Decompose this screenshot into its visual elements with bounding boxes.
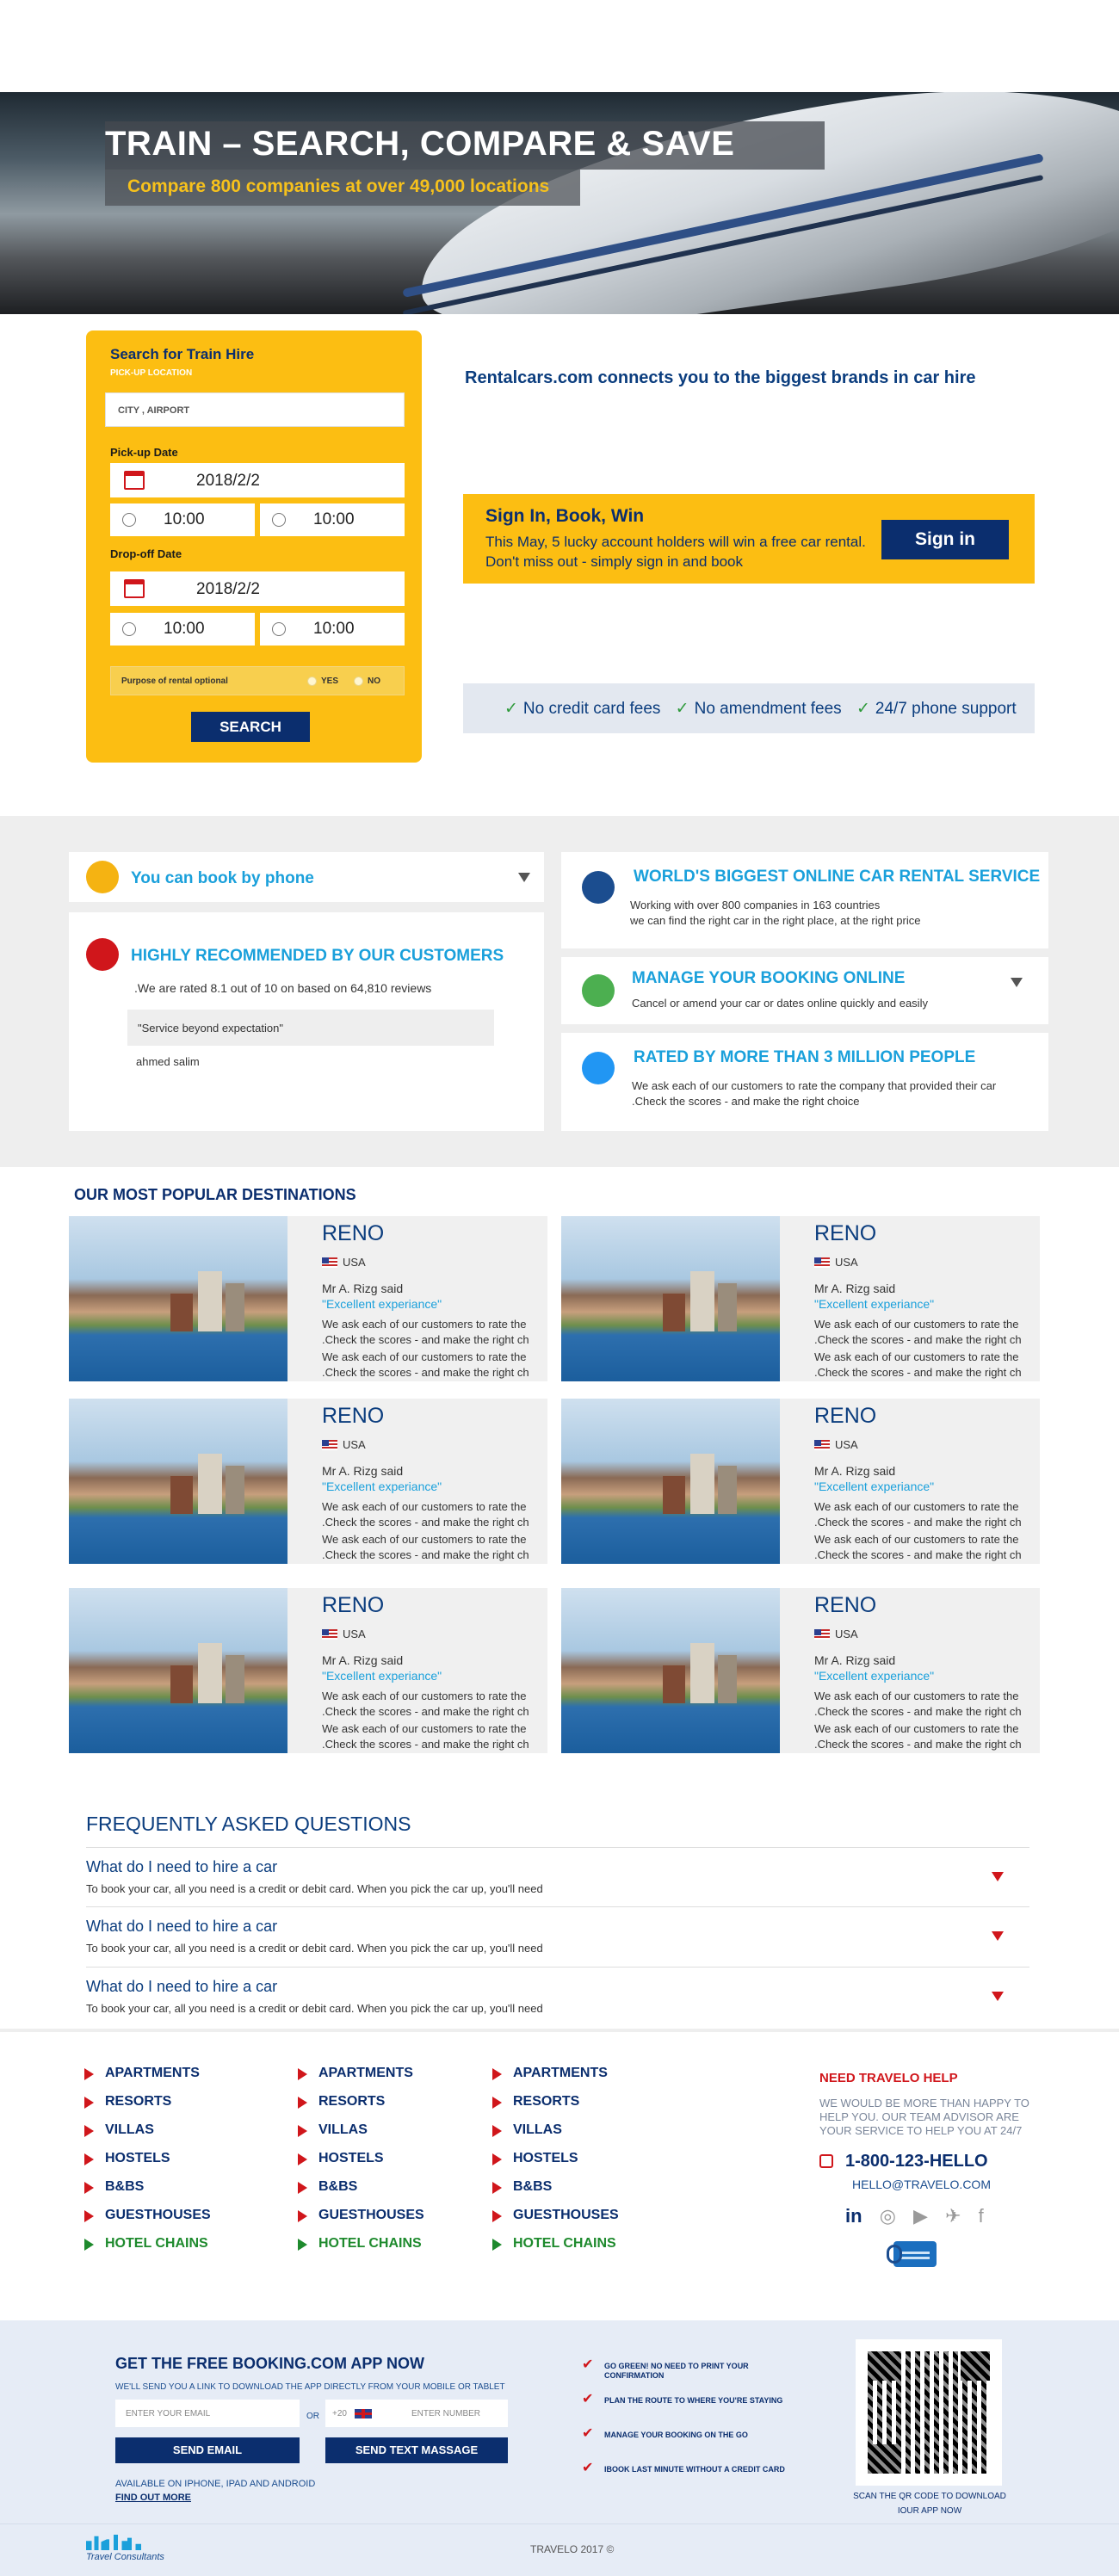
biggest-service-line2: we can find the right car in the right place, at the right price	[630, 914, 921, 927]
footer-link-hotel-chains[interactable]: HOTEL CHAINS	[79, 2236, 211, 2264]
destination-photo	[69, 1216, 287, 1381]
app-feature-item: ✔ PLAN THE ROUTE TO WHERE YOU'RE STAYING	[582, 2396, 797, 2431]
signin-button[interactable]: Sign in	[881, 520, 1009, 559]
destination-card[interactable]	[69, 1216, 547, 1381]
review-line: .Check the scores - and make the right ch	[322, 1333, 529, 1346]
app-features-list	[582, 2362, 797, 2499]
footer-link-villas[interactable]: VILLAS	[293, 2122, 424, 2151]
review-line: .Check the scores - and make the right ch	[322, 1516, 529, 1529]
faq-item[interactable]	[86, 1906, 1029, 1965]
footer-link-hotel-chains[interactable]: HOTEL CHAINS	[293, 2236, 424, 2264]
reviewer-name: Mr A. Rizg said	[322, 1464, 404, 1478]
footer-link-apartments[interactable]: APARTMENTS	[79, 2066, 211, 2094]
faq-item[interactable]	[86, 1847, 1029, 1906]
reviewer-name: Mr A. Rizg said	[814, 1653, 896, 1667]
destination-country: USA	[835, 1256, 858, 1269]
destination-city: RENO	[322, 1404, 385, 1428]
facebook-icon[interactable]: f	[978, 2205, 984, 2227]
calendar-icon	[124, 471, 145, 490]
usa-flag-icon	[322, 1257, 337, 1268]
send-email-button[interactable]: SEND EMAIL	[115, 2437, 300, 2463]
biggest-service-heading: WORLD'S BIGGEST ONLINE CAR RENTAL SERVICE	[634, 868, 1041, 886]
destination-city: RENO	[322, 1221, 385, 1245]
clock-icon	[122, 622, 136, 636]
help-phone[interactable]	[819, 2152, 988, 2171]
review-line: .Check the scores - and make the right ch	[814, 1366, 1022, 1379]
signin-promo-heading: Sign In, Book, Win	[485, 506, 645, 526]
destination-photo	[69, 1399, 287, 1564]
rated-line1: We ask each of our customers to rate the company that provided their car	[632, 1079, 997, 1092]
usa-flag-icon	[814, 1257, 830, 1268]
rated-card	[561, 1033, 1048, 1131]
dropoff-time-value: 10:00	[313, 620, 355, 638]
phone-number-placeholder: ENTER NUMBER	[411, 2409, 481, 2418]
destination-country: USA	[343, 1256, 366, 1269]
manage-booking-text: Cancel or amend your car or dates online quickly and easily	[632, 997, 928, 1010]
section-divider	[0, 2029, 1119, 2032]
footer-links-col2	[293, 2066, 424, 2264]
calendar-icon	[582, 974, 615, 1007]
destination-card[interactable]	[561, 1588, 1040, 1753]
youtube-icon[interactable]: ▶	[913, 2205, 928, 2227]
review-line: .Check the scores - and make the right ch	[322, 1738, 529, 1751]
help-heading: NEED TRAVELO HELP	[819, 2071, 958, 2085]
dropoff-date-input[interactable]	[110, 571, 405, 606]
send-text-button[interactable]: SEND TEXT MASSAGE	[325, 2437, 508, 2463]
manage-booking-heading: MANAGE YOUR BOOKING ONLINE	[632, 969, 906, 987]
clock-icon	[272, 622, 286, 636]
or-label: OR	[306, 2412, 319, 2421]
footer-links-col1	[79, 2066, 211, 2264]
check-icon: ✓	[504, 700, 518, 718]
help-email-link[interactable]: HELLO@TRAVELO.COM	[852, 2178, 991, 2191]
reviewer-name: Mr A. Rizg said	[814, 1282, 896, 1295]
usa-flag-icon	[322, 1440, 337, 1450]
destination-city: RENO	[814, 1404, 877, 1428]
find-out-more-link[interactable]: FIND OUT MORE	[115, 2493, 191, 2503]
search-panel-title: Search for Train Hire	[110, 346, 255, 362]
app-heading: GET THE FREE BOOKING.COM APP NOW	[115, 2355, 425, 2372]
pickup-time-value: 10:00	[164, 510, 205, 528]
review-line: We ask each of our customers to rate the	[322, 1318, 527, 1331]
footer-link-apartments[interactable]: APARTMENTS	[293, 2066, 424, 2094]
search-panel	[86, 330, 422, 763]
calendar-icon	[124, 579, 145, 598]
dropoff-time-input[interactable]	[110, 613, 255, 646]
footer-link-villas[interactable]: VILLAS	[487, 2122, 619, 2151]
faq-question: What do I need to hire a car	[86, 1858, 278, 1875]
clock-icon	[272, 513, 286, 527]
review-line: We ask each of our customers to rate the	[322, 1500, 527, 1513]
review-line: We ask each of our customers to rate the	[814, 1318, 1019, 1331]
travel-consultants-logo[interactable]	[84, 2533, 179, 2562]
purpose-no-radio[interactable]	[354, 676, 363, 686]
faq-title: FREQUENTLY ASKED QUESTIONS	[86, 1813, 411, 1835]
footer-link-bnbs[interactable]: B&BS	[79, 2179, 211, 2208]
social-links	[845, 2205, 996, 2227]
globe-icon	[582, 871, 615, 904]
twitter-icon[interactable]: ✈	[945, 2205, 961, 2227]
connect-text: Rentalcars.com connects you to the biggest brands in car hire	[465, 368, 976, 387]
usa-flag-icon	[814, 1440, 830, 1450]
search-button[interactable]: SEARCH	[191, 712, 310, 742]
review-line: We ask each of our customers to rate the	[322, 1722, 527, 1735]
footer-link-resorts[interactable]: RESORTS	[79, 2094, 211, 2122]
chevron-down-icon	[992, 1872, 1004, 1881]
phone-icon	[86, 861, 119, 893]
review-line: .Check the scores - and make the right ch	[814, 1738, 1022, 1751]
reviewer-name: ahmed salim	[136, 1055, 200, 1068]
review-line: .Check the scores - and make the right ch	[814, 1333, 1022, 1346]
review-line: .Check the scores - and make the right ch	[814, 1516, 1022, 1529]
footer-link-bnbs[interactable]: B&BS	[487, 2179, 619, 2208]
secure-payment-icon	[881, 2236, 938, 2270]
rated-line2: .Check the scores - and make the right choice	[632, 1095, 860, 1108]
review-line: We ask each of our customers to rate the	[814, 1722, 1019, 1735]
faq-answer: To book your car, all you need is a credit or debit card. When you pick the car up, you'll need	[86, 1882, 543, 1895]
biggest-service-card	[561, 852, 1048, 948]
destination-card[interactable]	[69, 1588, 547, 1753]
linkedin-icon[interactable]: in	[845, 2205, 862, 2227]
reviewer-name: Mr A. Rizg said	[322, 1282, 404, 1295]
rated-heading: RATED BY MORE THAN 3 MILLION PEOPLE	[634, 1048, 976, 1066]
review-line: We ask each of our customers to rate the	[322, 1350, 527, 1363]
footer-links-col3	[487, 2066, 619, 2264]
pickup-time-value: 10:00	[313, 510, 355, 528]
destination-city: RENO	[322, 1593, 385, 1617]
destination-photo	[69, 1588, 287, 1753]
qr-code	[856, 2339, 1002, 2486]
footer-link-apartments[interactable]: APARTMENTS	[487, 2066, 619, 2094]
country-code[interactable]: +20	[332, 2409, 347, 2418]
dropoff-date-label: Drop-off Date	[110, 547, 182, 560]
perk-no-card-fees: No credit card fees	[522, 700, 661, 718]
footer-link-villas[interactable]: VILLAS	[79, 2122, 211, 2151]
app-feature-item: ✔ GO GREEN! NO NEED TO PRINT YOUR CONFIRMATION	[582, 2362, 797, 2396]
app-phone-input[interactable]	[325, 2400, 508, 2427]
review-line: .Check the scores - and make the right ch	[814, 1705, 1022, 1718]
review-line: We ask each of our customers to rate the	[814, 1350, 1019, 1363]
pickup-date-value: 2018/2/2	[196, 472, 260, 490]
app-download-section	[0, 2320, 1119, 2523]
destination-card[interactable]	[69, 1399, 547, 1564]
footer-link-bnbs[interactable]: B&BS	[293, 2179, 424, 2208]
book-by-phone-label: You can book by phone	[131, 869, 314, 887]
pickup-return-time-input[interactable]	[260, 503, 405, 536]
footer-link-hotel-chains[interactable]: HOTEL CHAINS	[487, 2236, 619, 2264]
star-icon	[582, 1052, 615, 1084]
footer-link-guesthouses[interactable]: GUESTHOUSES	[487, 2208, 619, 2236]
destination-country: USA	[343, 1628, 366, 1640]
check-icon: ✓	[856, 700, 870, 718]
chevron-down-icon	[518, 873, 530, 882]
pickup-date-label: Pick-up Date	[110, 446, 178, 459]
pickup-location-label: PICK-UP LOCATION	[110, 368, 193, 378]
rating-text: .We are rated 8.1 out of 10 on based on 64,810 reviews	[134, 981, 432, 995]
phone-icon	[819, 2154, 833, 2168]
purpose-yes-radio[interactable]	[307, 676, 317, 686]
destination-country: USA	[835, 1438, 858, 1451]
review-quote: "Service beyond expectation"	[127, 1010, 494, 1046]
review-quote: "Excellent experiance"	[814, 1480, 935, 1493]
uk-flag-icon	[355, 2409, 372, 2418]
recommended-heading: HIGHLY RECOMMENDED BY OUR CUSTOMERS	[131, 947, 504, 965]
review-line: .Check the scores - and make the right ch	[322, 1366, 529, 1379]
review-line: We ask each of our customers to rate the	[322, 1533, 527, 1546]
dropoff-return-time-input[interactable]	[260, 613, 405, 646]
dropoff-time-value: 10:00	[164, 620, 205, 638]
review-line: We ask each of our customers to rate the	[322, 1690, 527, 1702]
purpose-no-label: NO	[368, 676, 380, 686]
review-line: We ask each of our customers to rate the	[814, 1690, 1019, 1702]
faq-question: What do I need to hire a car	[86, 1978, 278, 1995]
faq-answer: To book your car, all you need is a credit or debit card. When you pick the car up, you'll need	[86, 2002, 543, 2015]
hero-title: TRAIN – SEARCH, COMPARE & SAVE	[105, 125, 735, 163]
app-email-input[interactable]: ENTER YOUR EMAIL	[115, 2400, 300, 2427]
footer-link-resorts[interactable]: RESORTS	[293, 2094, 424, 2122]
available-platforms: AVAILABLE ON IPHONE, IPAD AND ANDROID	[115, 2479, 316, 2489]
destination-photo	[561, 1588, 780, 1753]
app-subheading: WE'LL SEND YOU A LINK TO DOWNLOAD THE APP DIRECTLY FROM YOUR MOBILE OR TABLET	[115, 2382, 505, 2392]
footer-link-hostels[interactable]: HOSTELS	[79, 2151, 211, 2179]
perks-bar	[463, 683, 1035, 733]
chevron-down-icon	[992, 1931, 1004, 1941]
footer-link-hostels[interactable]: HOSTELS	[293, 2151, 424, 2179]
help-phone-number: 1-800-123-HELLO	[845, 2152, 988, 2171]
hero-subtitle: Compare 800 companies at over 49,000 locations	[127, 176, 550, 196]
destination-card[interactable]	[561, 1216, 1040, 1381]
clock-icon	[122, 513, 136, 527]
rental-purpose-label: Purpose of rental optional	[121, 676, 228, 686]
review-quote: "Excellent experiance"	[814, 1297, 935, 1311]
purpose-yes-label: YES	[321, 676, 339, 686]
skyline-icon	[86, 2535, 155, 2550]
help-text: WE WOULD BE MORE THAN HAPPY TO HELP YOU. OUR TEAM ADVISOR ARE YOUR SERVICE TO HELP YOU AT 24/7	[819, 2097, 1029, 2137]
qr-caption	[852, 2489, 1007, 2518]
signin-promo	[463, 494, 1035, 584]
copyright-text: TRAVELO 2017 ©	[530, 2543, 615, 2555]
chevron-down-icon	[1011, 978, 1023, 987]
faq-item[interactable]	[86, 1967, 1029, 2025]
destination-photo	[561, 1216, 780, 1381]
perk-no-amendment-fees: No amendment fees	[694, 700, 842, 718]
faq-question: What do I need to hire a car	[86, 1918, 278, 1935]
usa-flag-icon	[322, 1629, 337, 1640]
biggest-service-line1: Working with over 800 companies in 163 countries	[630, 899, 881, 911]
destination-photo	[561, 1399, 780, 1564]
reviewer-name: Mr A. Rizg said	[814, 1464, 896, 1478]
pickup-time-input[interactable]	[110, 503, 255, 536]
destination-country: USA	[835, 1628, 858, 1640]
logo-text: Travel Consultants	[86, 2552, 164, 2562]
footer-link-guesthouses[interactable]: GUESTHOUSES	[293, 2208, 424, 2236]
chat-icon	[86, 938, 119, 971]
destination-city: RENO	[814, 1593, 877, 1617]
check-icon: ✓	[675, 700, 689, 718]
review-line: .Check the scores - and make the right ch	[814, 1548, 1022, 1561]
review-line: We ask each of our customers to rate the	[814, 1533, 1019, 1546]
chevron-down-icon	[992, 1992, 1004, 2001]
destination-card[interactable]	[561, 1399, 1040, 1564]
dropoff-date-value: 2018/2/2	[196, 580, 260, 598]
copyright-bar	[0, 2523, 1119, 2576]
instagram-icon[interactable]: ◎	[879, 2205, 896, 2227]
perk-phone-support: 24/7 phone support	[875, 700, 1017, 718]
app-feature-item: ✔ IBOOK LAST MINUTE WITHOUT A CREDIT CARD	[582, 2465, 797, 2499]
manage-booking-accordion[interactable]	[561, 957, 1048, 1024]
reviewer-name: Mr A. Rizg said	[322, 1653, 404, 1667]
review-line: We ask each of our customers to rate the	[814, 1500, 1019, 1513]
rental-purpose-field	[110, 666, 405, 695]
footer-link-guesthouses[interactable]: GUESTHOUSES	[79, 2208, 211, 2236]
usa-flag-icon	[814, 1629, 830, 1640]
app-feature-item: ✔ MANAGE YOUR BOOKING ON THE GO	[582, 2431, 797, 2465]
signin-promo-text: This May, 5 lucky account holders will win a free car rental. Don't miss out - simply sign in and book	[485, 534, 866, 570]
destination-country: USA	[343, 1438, 366, 1451]
footer-link-resorts[interactable]: RESORTS	[487, 2094, 619, 2122]
destination-city: RENO	[814, 1221, 877, 1245]
pickup-date-input[interactable]	[110, 463, 405, 497]
pickup-location-input[interactable]: CITY , AIRPORT	[105, 392, 405, 427]
destinations-title: OUR MOST POPULAR DESTINATIONS	[74, 1186, 356, 1203]
qr-caption-line2: IOUR APP NOW	[897, 2506, 962, 2516]
review-quote: "Excellent experiance"	[814, 1669, 935, 1683]
footer-link-hostels[interactable]: HOSTELS	[487, 2151, 619, 2179]
review-line: .Check the scores - and make the right ch	[322, 1705, 529, 1718]
review-quote: "Excellent experiance"	[322, 1669, 442, 1683]
review-line: .Check the scores - and make the right ch	[322, 1548, 529, 1561]
review-quote: "Excellent experiance"	[322, 1297, 442, 1311]
faq-answer: To book your car, all you need is a credit or debit card. When you pick the car up, you'll need	[86, 1942, 543, 1955]
book-by-phone-accordion[interactable]	[69, 852, 544, 902]
review-quote: "Excellent experiance"	[322, 1480, 442, 1493]
qr-caption-line1: SCAN THE QR CODE TO DOWNLOAD	[853, 2492, 1006, 2501]
hero-banner	[0, 92, 1119, 314]
recommended-card	[69, 912, 544, 1131]
